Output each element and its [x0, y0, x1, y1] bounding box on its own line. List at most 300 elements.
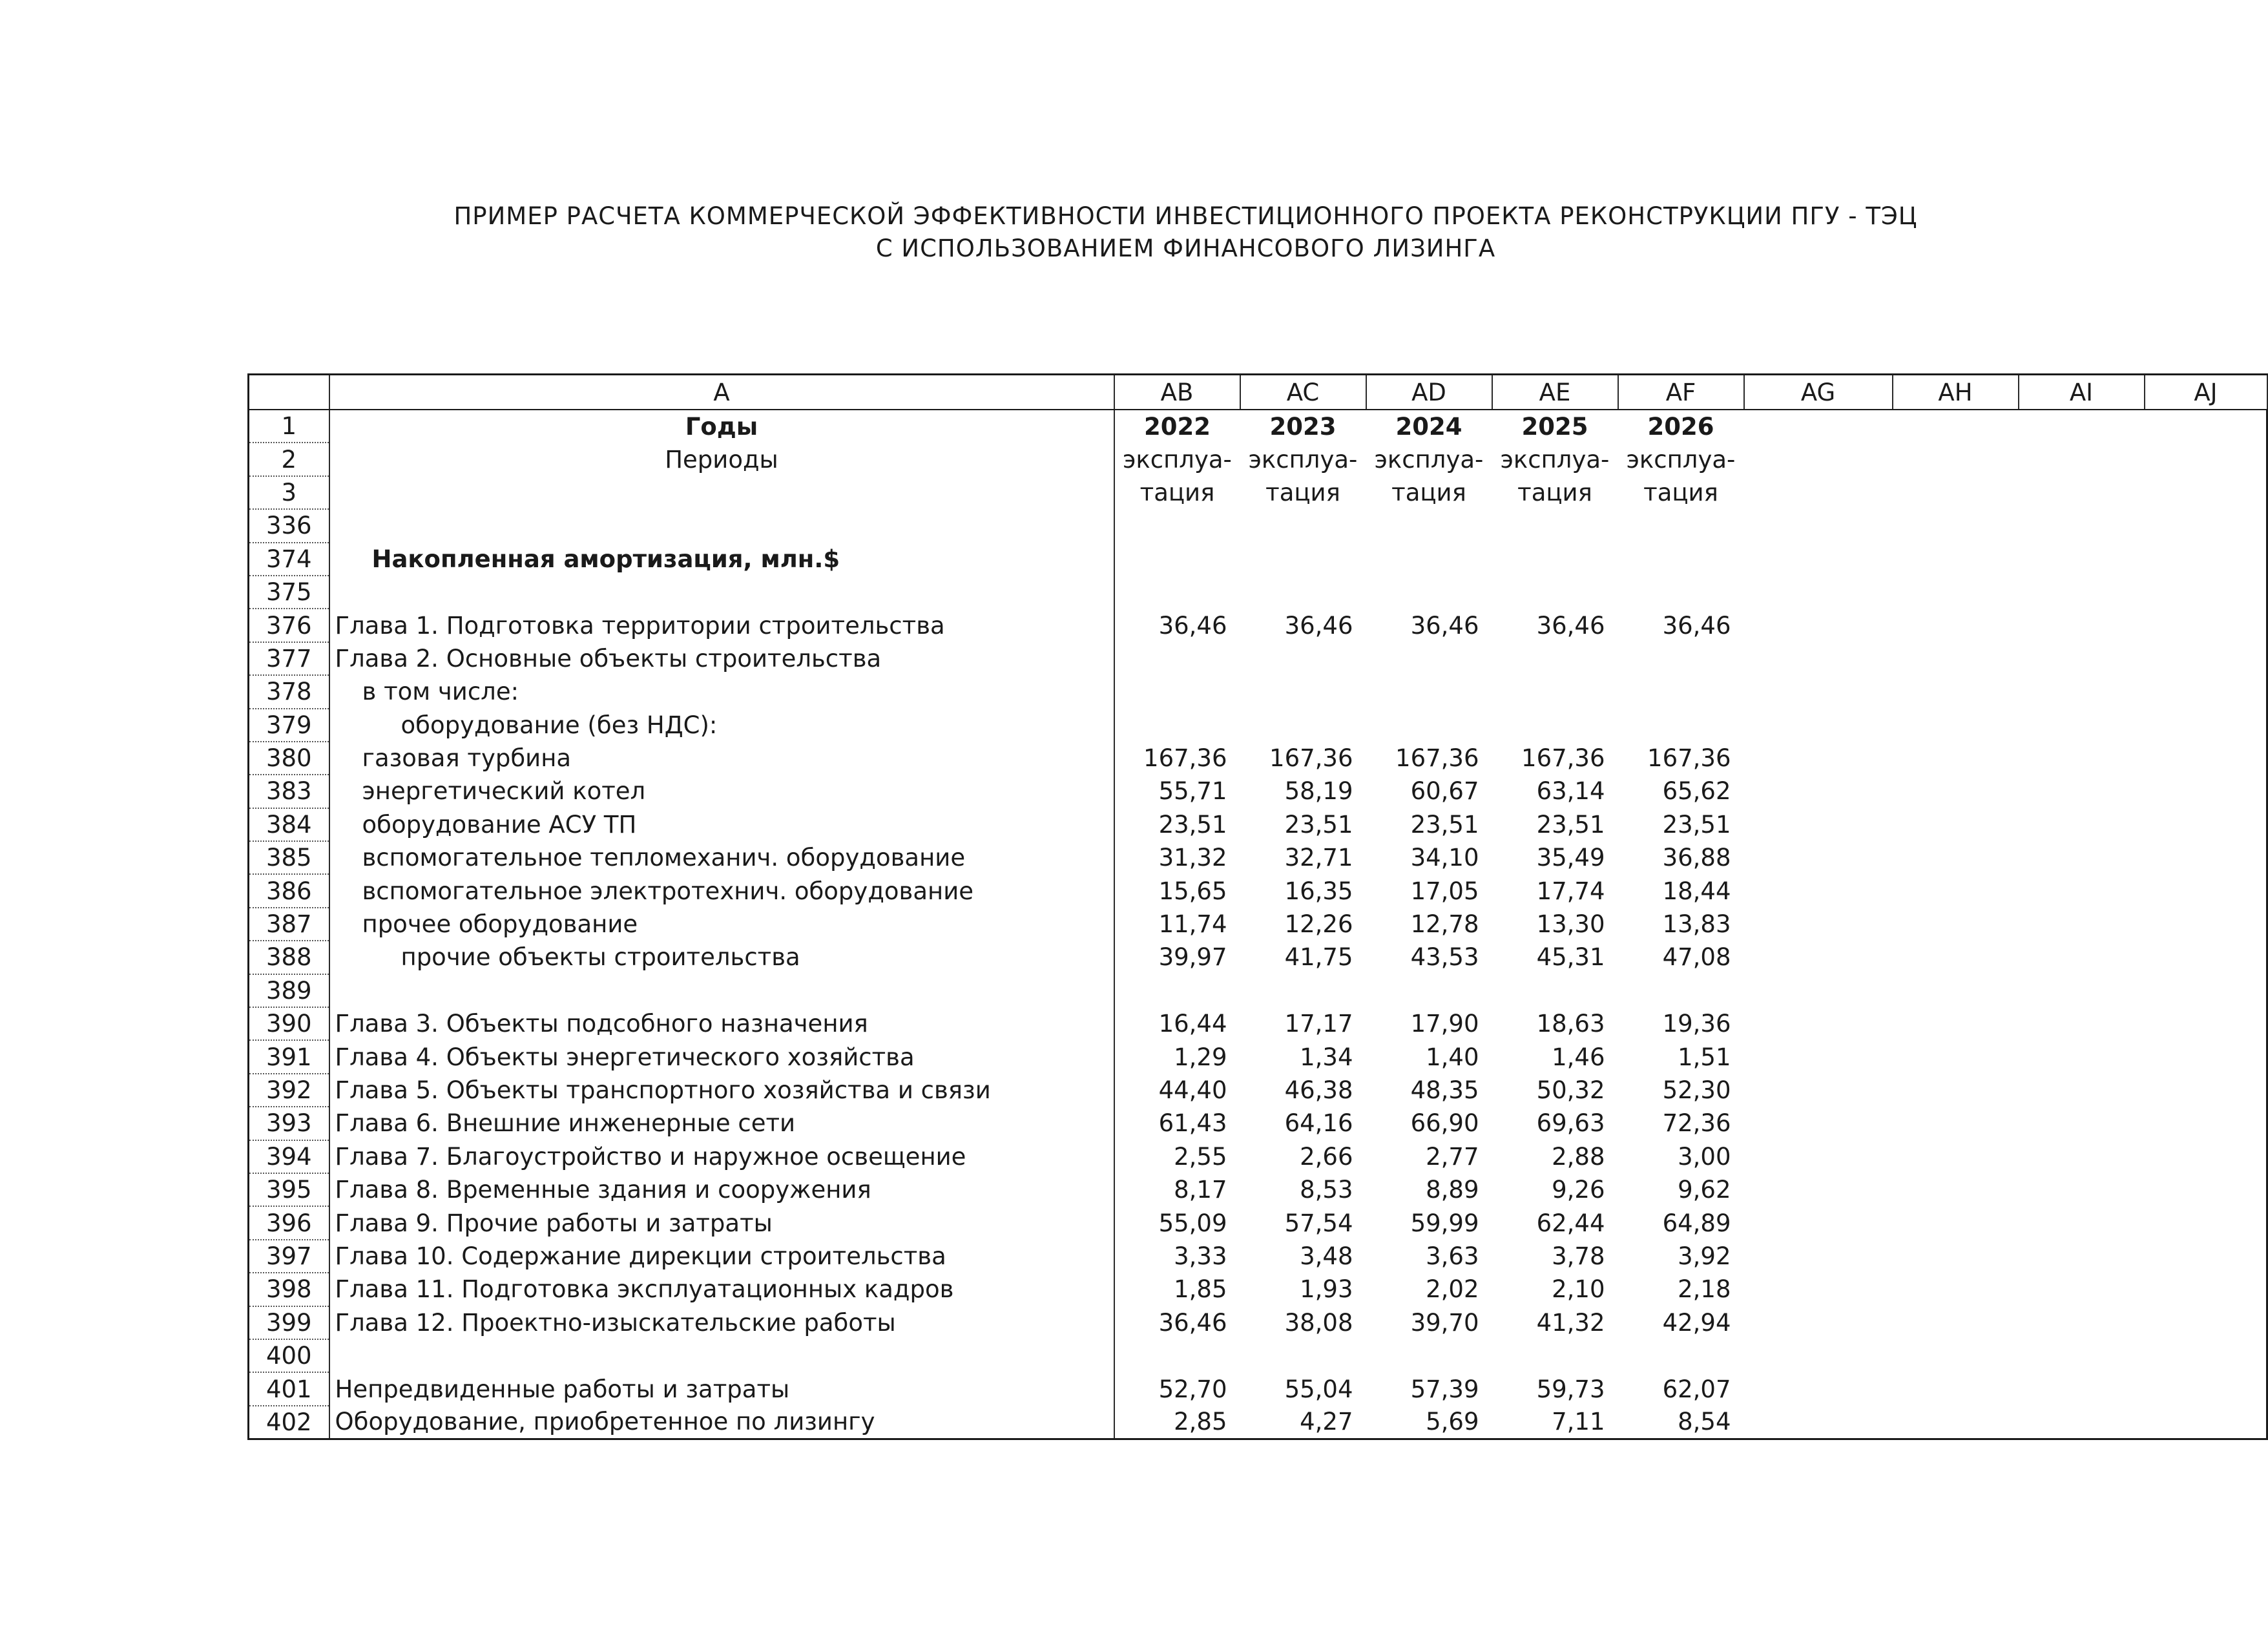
empty-cell[interactable]	[2019, 1240, 2145, 1273]
empty-cell[interactable]	[1893, 1074, 2019, 1107]
row-label[interactable]: Глава 1. Подготовка территории строительства	[329, 609, 1114, 642]
value-cell[interactable]	[1618, 642, 1744, 675]
empty-cell[interactable]	[2019, 1140, 2145, 1173]
empty-cell[interactable]	[2145, 874, 2267, 907]
value-cell[interactable]: 43,53	[1410, 943, 1479, 972]
value-cell[interactable]: 18,63	[1536, 1010, 1605, 1038]
empty-cell[interactable]	[2019, 675, 2145, 708]
row-label[interactable]: оборудование (без НДС):	[329, 709, 1114, 742]
empty-cell[interactable]	[1744, 974, 1893, 1007]
row-label[interactable]: Глава 6. Внешние инженерные сети	[329, 1107, 1114, 1140]
row-label[interactable]: Глава 2. Основные объекты строительства	[329, 642, 1114, 675]
value-cell[interactable]: 1,51	[1678, 1043, 1731, 1071]
empty-cell[interactable]	[2019, 1074, 2145, 1107]
row-label[interactable]: Глава 4. Объекты энергетического хозяйства	[329, 1040, 1114, 1073]
empty-cell[interactable]	[2145, 1406, 2267, 1439]
value-cell[interactable]: 36,88	[1662, 844, 1731, 872]
row-label[interactable]: Глава 12. Проектно-изыскательские работы	[329, 1306, 1114, 1339]
column-header-ac[interactable]: AC	[1240, 375, 1366, 410]
empty-cell[interactable]	[1744, 1074, 1893, 1107]
row-number[interactable]: 395	[249, 1173, 329, 1206]
row-label[interactable]: Оборудование, приобретенное по лизингу	[329, 1406, 1114, 1439]
empty-cell[interactable]	[2145, 675, 2267, 708]
row-number[interactable]: 394	[249, 1140, 329, 1173]
corner-cell[interactable]	[249, 375, 329, 410]
value-cell[interactable]: 23,51	[1662, 810, 1731, 839]
value-cell[interactable]	[1618, 974, 1744, 1007]
empty-cell[interactable]	[1893, 1140, 2019, 1173]
empty-cell[interactable]	[1744, 1206, 1893, 1239]
value-cell[interactable]: 13,30	[1536, 910, 1605, 939]
value-cell[interactable]: 2,77	[1426, 1142, 1479, 1171]
row-number[interactable]: 2	[249, 443, 329, 475]
empty-cell[interactable]	[1893, 1040, 2019, 1073]
value-cell[interactable]: 52,30	[1662, 1076, 1731, 1104]
empty-cell[interactable]	[2145, 642, 2267, 675]
row-label[interactable]: Глава 11. Подготовка эксплуатационных кадров	[329, 1273, 1114, 1306]
empty-cell[interactable]	[2019, 609, 2145, 642]
empty-cell[interactable]	[2145, 443, 2267, 475]
value-cell[interactable]: 2022	[1144, 412, 1211, 441]
value-cell[interactable]	[1366, 675, 1492, 708]
empty-cell[interactable]	[2019, 908, 2145, 941]
value-cell[interactable]	[1114, 709, 1240, 742]
empty-cell[interactable]	[1744, 509, 1893, 542]
value-cell[interactable]: 16,35	[1284, 877, 1353, 905]
empty-cell[interactable]	[2145, 709, 2267, 742]
empty-cell[interactable]	[1744, 874, 1893, 907]
value-cell[interactable]: 17,17	[1284, 1010, 1353, 1038]
value-cell[interactable]	[1366, 709, 1492, 742]
row-number[interactable]: 383	[249, 775, 329, 808]
column-header-ag[interactable]: AG	[1744, 375, 1893, 410]
empty-cell[interactable]	[2019, 1273, 2145, 1306]
empty-cell[interactable]	[1744, 576, 1893, 609]
value-cell[interactable]: 64,89	[1662, 1209, 1731, 1237]
empty-cell[interactable]	[2145, 1007, 2267, 1040]
empty-cell[interactable]	[2145, 742, 2267, 775]
empty-cell[interactable]	[1744, 1306, 1893, 1339]
value-cell[interactable]: 167,36	[1521, 744, 1605, 773]
row-number[interactable]: 380	[249, 742, 329, 775]
value-cell[interactable]: тация	[1391, 478, 1466, 506]
value-cell[interactable]: 60,67	[1410, 777, 1479, 806]
value-cell[interactable]	[1366, 1339, 1492, 1372]
value-cell[interactable]: 38,08	[1284, 1308, 1353, 1337]
empty-cell[interactable]	[1744, 1339, 1893, 1372]
value-cell[interactable]: 2024	[1395, 412, 1462, 441]
empty-cell[interactable]	[1893, 1372, 2019, 1405]
value-cell[interactable]	[1618, 543, 1744, 576]
empty-cell[interactable]	[2145, 1273, 2267, 1306]
value-cell[interactable]	[1114, 509, 1240, 542]
row-number[interactable]: 396	[249, 1206, 329, 1239]
value-cell[interactable]: 55,09	[1158, 1209, 1227, 1237]
value-cell[interactable]	[1240, 1339, 1366, 1372]
row-number[interactable]: 391	[249, 1040, 329, 1073]
empty-cell[interactable]	[2019, 775, 2145, 808]
empty-cell[interactable]	[1893, 609, 2019, 642]
value-cell[interactable]: 17,05	[1410, 877, 1479, 905]
value-cell[interactable]	[1366, 974, 1492, 1007]
value-cell[interactable]: 42,94	[1662, 1308, 1731, 1337]
value-cell[interactable]: 7,11	[1492, 1406, 1618, 1439]
empty-cell[interactable]	[1893, 941, 2019, 974]
value-cell[interactable]: 41,75	[1284, 943, 1353, 972]
value-cell[interactable]: 2,02	[1426, 1275, 1479, 1304]
row-number[interactable]: 374	[249, 543, 329, 576]
value-cell[interactable]: 66,90	[1410, 1109, 1479, 1138]
value-cell[interactable]	[1240, 576, 1366, 609]
row-number[interactable]: 1	[249, 410, 329, 443]
empty-cell[interactable]	[2145, 1339, 2267, 1372]
empty-cell[interactable]	[1744, 1173, 1893, 1206]
empty-cell[interactable]	[1744, 476, 1893, 509]
value-cell[interactable]: 3,48	[1300, 1242, 1353, 1270]
empty-cell[interactable]	[2019, 1040, 2145, 1073]
empty-cell[interactable]	[2145, 1173, 2267, 1206]
value-cell[interactable]: 8,53	[1300, 1176, 1353, 1204]
value-cell[interactable]: 2023	[1269, 412, 1337, 441]
value-cell[interactable]	[1618, 509, 1744, 542]
empty-cell[interactable]	[2019, 509, 2145, 542]
row-number[interactable]: 398	[249, 1273, 329, 1306]
empty-cell[interactable]	[1893, 1273, 2019, 1306]
empty-cell[interactable]	[1744, 1007, 1893, 1040]
row-number[interactable]: 393	[249, 1107, 329, 1140]
empty-cell[interactable]	[2145, 410, 2267, 443]
empty-cell[interactable]	[1744, 1107, 1893, 1140]
empty-cell[interactable]	[1893, 1007, 2019, 1040]
empty-cell[interactable]	[1893, 908, 2019, 941]
empty-cell[interactable]	[1893, 642, 2019, 675]
empty-cell[interactable]	[2019, 1372, 2145, 1405]
empty-cell[interactable]	[1893, 443, 2019, 475]
row-number[interactable]: 388	[249, 941, 329, 974]
row-number[interactable]: 378	[249, 675, 329, 708]
empty-cell[interactable]	[2019, 1306, 2145, 1339]
empty-cell[interactable]	[2145, 974, 2267, 1007]
row-label[interactable]: Накопленная амортизация, млн.$	[329, 543, 1114, 576]
value-cell[interactable]: 46,38	[1284, 1076, 1353, 1104]
row-number[interactable]: 399	[249, 1306, 329, 1339]
row-number[interactable]: 401	[249, 1372, 329, 1405]
value-cell[interactable]: 52,70	[1158, 1375, 1227, 1403]
row-label[interactable]: прочее оборудование	[329, 908, 1114, 941]
value-cell[interactable]	[1240, 675, 1366, 708]
value-cell[interactable]: тация	[1643, 478, 1718, 506]
empty-cell[interactable]	[1893, 509, 2019, 542]
value-cell[interactable]: 19,36	[1662, 1010, 1731, 1038]
empty-cell[interactable]	[2145, 1240, 2267, 1273]
empty-cell[interactable]	[2145, 775, 2267, 808]
empty-cell[interactable]	[1744, 908, 1893, 941]
empty-cell[interactable]	[2145, 941, 2267, 974]
row-label[interactable]	[329, 576, 1114, 609]
value-cell[interactable]: 23,51	[1284, 810, 1353, 839]
empty-cell[interactable]	[2019, 1206, 2145, 1239]
row-number[interactable]: 377	[249, 642, 329, 675]
empty-cell[interactable]	[1893, 576, 2019, 609]
value-cell[interactable]: 41,32	[1536, 1308, 1605, 1337]
value-cell[interactable]: 62,44	[1536, 1209, 1605, 1237]
empty-cell[interactable]	[2019, 1173, 2145, 1206]
value-cell[interactable]	[1618, 709, 1744, 742]
empty-cell[interactable]	[1744, 709, 1893, 742]
value-cell[interactable]	[1492, 543, 1618, 576]
row-label[interactable]: Непредвиденные работы и затраты	[329, 1372, 1114, 1405]
value-cell[interactable]: 3,00	[1678, 1142, 1731, 1171]
column-header-ad[interactable]: AD	[1366, 375, 1492, 410]
empty-cell[interactable]	[1893, 1107, 2019, 1140]
value-cell[interactable]: 8,89	[1426, 1176, 1479, 1204]
value-cell[interactable]: эксплуа-	[1123, 445, 1232, 474]
empty-cell[interactable]	[2019, 709, 2145, 742]
empty-cell[interactable]	[2145, 476, 2267, 509]
empty-cell[interactable]	[1893, 742, 2019, 775]
empty-cell[interactable]	[2019, 476, 2145, 509]
value-cell[interactable]: 65,62	[1662, 777, 1731, 806]
value-cell[interactable]: 32,71	[1284, 844, 1353, 872]
empty-cell[interactable]	[2019, 974, 2145, 1007]
empty-cell[interactable]	[1893, 410, 2019, 443]
row-number[interactable]: 385	[249, 841, 329, 874]
row-number[interactable]: 379	[249, 709, 329, 742]
value-cell[interactable]: 69,63	[1536, 1109, 1605, 1138]
empty-cell[interactable]	[2019, 1406, 2145, 1439]
value-cell[interactable]: 31,32	[1158, 844, 1227, 872]
empty-cell[interactable]	[2019, 642, 2145, 675]
value-cell[interactable]: 59,73	[1536, 1375, 1605, 1403]
row-label[interactable]: энергетический котел	[329, 775, 1114, 808]
value-cell[interactable]: 1,29	[1174, 1043, 1227, 1071]
value-cell[interactable]: тация	[1517, 478, 1592, 506]
value-cell[interactable]	[1492, 642, 1618, 675]
value-cell[interactable]	[1618, 1339, 1744, 1372]
empty-cell[interactable]	[2019, 543, 2145, 576]
empty-cell[interactable]	[1744, 742, 1893, 775]
empty-cell[interactable]	[2145, 509, 2267, 542]
value-cell[interactable]: 35,49	[1536, 844, 1605, 872]
column-header-ah[interactable]: AH	[1893, 375, 2019, 410]
row-label[interactable]: Глава 8. Временные здания и сооружения	[329, 1173, 1114, 1206]
row-label[interactable]: вспомогательное электротехнич. оборудование	[329, 874, 1114, 907]
empty-cell[interactable]	[1744, 609, 1893, 642]
empty-cell[interactable]	[1893, 675, 2019, 708]
empty-cell[interactable]	[2145, 1040, 2267, 1073]
empty-cell[interactable]	[1893, 1206, 2019, 1239]
value-cell[interactable]	[1618, 675, 1744, 708]
value-cell[interactable]	[1240, 974, 1366, 1007]
row-label[interactable]: вспомогательное тепломеханич. оборудование	[329, 841, 1114, 874]
row-number[interactable]: 387	[249, 908, 329, 941]
value-cell[interactable]: 2025	[1521, 412, 1588, 441]
value-cell[interactable]: 15,65	[1158, 877, 1227, 905]
value-cell[interactable]: 1,46	[1552, 1043, 1605, 1071]
value-cell[interactable]: 2,66	[1300, 1142, 1353, 1171]
column-header-af[interactable]: AF	[1618, 375, 1744, 410]
value-cell[interactable]: эксплуа-	[1626, 445, 1736, 474]
value-cell[interactable]: 2,18	[1678, 1275, 1731, 1304]
value-cell[interactable]	[1366, 642, 1492, 675]
empty-cell[interactable]	[1893, 808, 2019, 841]
value-cell[interactable]: 64,16	[1284, 1109, 1353, 1138]
empty-cell[interactable]	[1744, 1372, 1893, 1405]
empty-cell[interactable]	[1893, 1339, 2019, 1372]
value-cell[interactable]: 1,34	[1300, 1043, 1353, 1071]
row-label[interactable]	[329, 974, 1114, 1007]
value-cell[interactable]: 3,78	[1552, 1242, 1605, 1270]
empty-cell[interactable]	[1744, 1040, 1893, 1073]
value-cell[interactable]	[1240, 709, 1366, 742]
value-cell[interactable]	[1240, 642, 1366, 675]
row-label[interactable]	[329, 476, 1114, 509]
empty-cell[interactable]	[1744, 543, 1893, 576]
empty-cell[interactable]	[2019, 1339, 2145, 1372]
value-cell[interactable]: 39,97	[1158, 943, 1227, 972]
value-cell[interactable]: эксплуа-	[1248, 445, 1358, 474]
empty-cell[interactable]	[2019, 1007, 2145, 1040]
value-cell[interactable]	[1114, 1339, 1240, 1372]
empty-cell[interactable]	[1893, 1240, 2019, 1273]
value-cell[interactable]: 4,27	[1240, 1406, 1366, 1439]
column-header-ae[interactable]: AE	[1492, 375, 1618, 410]
row-label[interactable]: Глава 5. Объекты транспортного хозяйства и связи	[329, 1074, 1114, 1107]
value-cell[interactable]: 23,51	[1410, 810, 1479, 839]
value-cell[interactable]: 8,17	[1174, 1176, 1227, 1204]
column-header-ai[interactable]: AI	[2019, 375, 2145, 410]
value-cell[interactable]: 36,46	[1284, 611, 1353, 640]
value-cell[interactable]: 48,35	[1410, 1076, 1479, 1104]
value-cell[interactable]: 57,54	[1284, 1209, 1353, 1237]
value-cell[interactable]: 1,40	[1426, 1043, 1479, 1071]
empty-cell[interactable]	[2145, 841, 2267, 874]
row-label[interactable]: прочие объекты строительства	[329, 941, 1114, 974]
value-cell[interactable]	[1492, 576, 1618, 609]
value-cell[interactable]: 2,10	[1552, 1275, 1605, 1304]
empty-cell[interactable]	[2019, 410, 2145, 443]
row-number[interactable]: 384	[249, 808, 329, 841]
value-cell[interactable]: 9,26	[1552, 1176, 1605, 1204]
value-cell[interactable]: 16,44	[1158, 1010, 1227, 1038]
empty-cell[interactable]	[2145, 609, 2267, 642]
value-cell[interactable]: 55,71	[1158, 777, 1227, 806]
empty-cell[interactable]	[2019, 941, 2145, 974]
empty-cell[interactable]	[2019, 808, 2145, 841]
value-cell[interactable]	[1492, 974, 1618, 1007]
value-cell[interactable]: эксплуа-	[1500, 445, 1610, 474]
row-number[interactable]: 336	[249, 509, 329, 542]
empty-cell[interactable]	[1744, 675, 1893, 708]
value-cell[interactable]: 167,36	[1395, 744, 1479, 773]
value-cell[interactable]: 36,46	[1536, 611, 1605, 640]
row-label[interactable]: Глава 10. Содержание дирекции строительства	[329, 1240, 1114, 1273]
value-cell[interactable]: тация	[1139, 478, 1215, 506]
row-number[interactable]: 389	[249, 974, 329, 1007]
value-cell[interactable]	[1114, 974, 1240, 1007]
empty-cell[interactable]	[1744, 1240, 1893, 1273]
empty-cell[interactable]	[1893, 974, 2019, 1007]
empty-cell[interactable]	[1744, 841, 1893, 874]
row-label[interactable]: газовая турбина	[329, 742, 1114, 775]
value-cell[interactable]: 2,55	[1174, 1142, 1227, 1171]
row-number[interactable]: 386	[249, 874, 329, 907]
empty-cell[interactable]	[1744, 941, 1893, 974]
empty-cell[interactable]	[1744, 1406, 1893, 1439]
empty-cell[interactable]	[2145, 576, 2267, 609]
value-cell[interactable]: 57,39	[1410, 1375, 1479, 1403]
value-cell[interactable]	[1114, 675, 1240, 708]
value-cell[interactable]: 13,83	[1662, 910, 1731, 939]
value-cell[interactable]: 8,54	[1618, 1406, 1744, 1439]
empty-cell[interactable]	[2145, 1140, 2267, 1173]
row-number[interactable]: 390	[249, 1007, 329, 1040]
value-cell[interactable]	[1492, 1339, 1618, 1372]
empty-cell[interactable]	[1744, 1140, 1893, 1173]
value-cell[interactable]: 62,07	[1662, 1375, 1731, 1403]
empty-cell[interactable]	[2019, 874, 2145, 907]
value-cell[interactable]	[1366, 509, 1492, 542]
column-header-ab[interactable]: AB	[1114, 375, 1240, 410]
value-cell[interactable]: 17,90	[1410, 1010, 1479, 1038]
value-cell[interactable]: 36,46	[1158, 1308, 1227, 1337]
value-cell[interactable]: 47,08	[1662, 943, 1731, 972]
row-label[interactable]: в том числе:	[329, 675, 1114, 708]
value-cell[interactable]: 44,40	[1158, 1076, 1227, 1104]
value-cell[interactable]: 36,46	[1662, 611, 1731, 640]
value-cell[interactable]	[1492, 709, 1618, 742]
value-cell[interactable]	[1240, 543, 1366, 576]
row-label[interactable]: Периоды	[329, 443, 1114, 475]
value-cell[interactable]: 2,85	[1114, 1406, 1240, 1439]
row-number[interactable]: 397	[249, 1240, 329, 1273]
empty-cell[interactable]	[1893, 1306, 2019, 1339]
empty-cell[interactable]	[1893, 1406, 2019, 1439]
column-header-a[interactable]: A	[329, 375, 1114, 410]
empty-cell[interactable]	[1744, 808, 1893, 841]
value-cell[interactable]: 55,04	[1284, 1375, 1353, 1403]
value-cell[interactable]: 3,63	[1426, 1242, 1479, 1270]
value-cell[interactable]	[1366, 576, 1492, 609]
value-cell[interactable]: 63,14	[1536, 777, 1605, 806]
empty-cell[interactable]	[1893, 709, 2019, 742]
value-cell[interactable]: 2026	[1647, 412, 1714, 441]
row-number[interactable]: 392	[249, 1074, 329, 1107]
value-cell[interactable]	[1114, 543, 1240, 576]
empty-cell[interactable]	[2019, 742, 2145, 775]
value-cell[interactable]: 18,44	[1662, 877, 1731, 905]
value-cell[interactable]: 50,32	[1536, 1076, 1605, 1104]
value-cell[interactable]: 39,70	[1410, 1308, 1479, 1337]
empty-cell[interactable]	[1744, 410, 1893, 443]
empty-cell[interactable]	[1744, 443, 1893, 475]
row-label[interactable]	[329, 509, 1114, 542]
empty-cell[interactable]	[2145, 908, 2267, 941]
empty-cell[interactable]	[2145, 543, 2267, 576]
value-cell[interactable]	[1114, 642, 1240, 675]
value-cell[interactable]: 167,36	[1647, 744, 1731, 773]
empty-cell[interactable]	[2019, 1107, 2145, 1140]
row-number[interactable]: 376	[249, 609, 329, 642]
value-cell[interactable]: 59,99	[1410, 1209, 1479, 1237]
value-cell[interactable]: 45,31	[1536, 943, 1605, 972]
row-label[interactable]: оборудование АСУ ТП	[329, 808, 1114, 841]
value-cell[interactable]: 9,62	[1678, 1176, 1731, 1204]
value-cell[interactable]: 12,78	[1410, 910, 1479, 939]
value-cell[interactable]	[1492, 675, 1618, 708]
row-label[interactable]: Глава 3. Объекты подсобного назначения	[329, 1007, 1114, 1040]
value-cell[interactable]: 3,92	[1678, 1242, 1731, 1270]
